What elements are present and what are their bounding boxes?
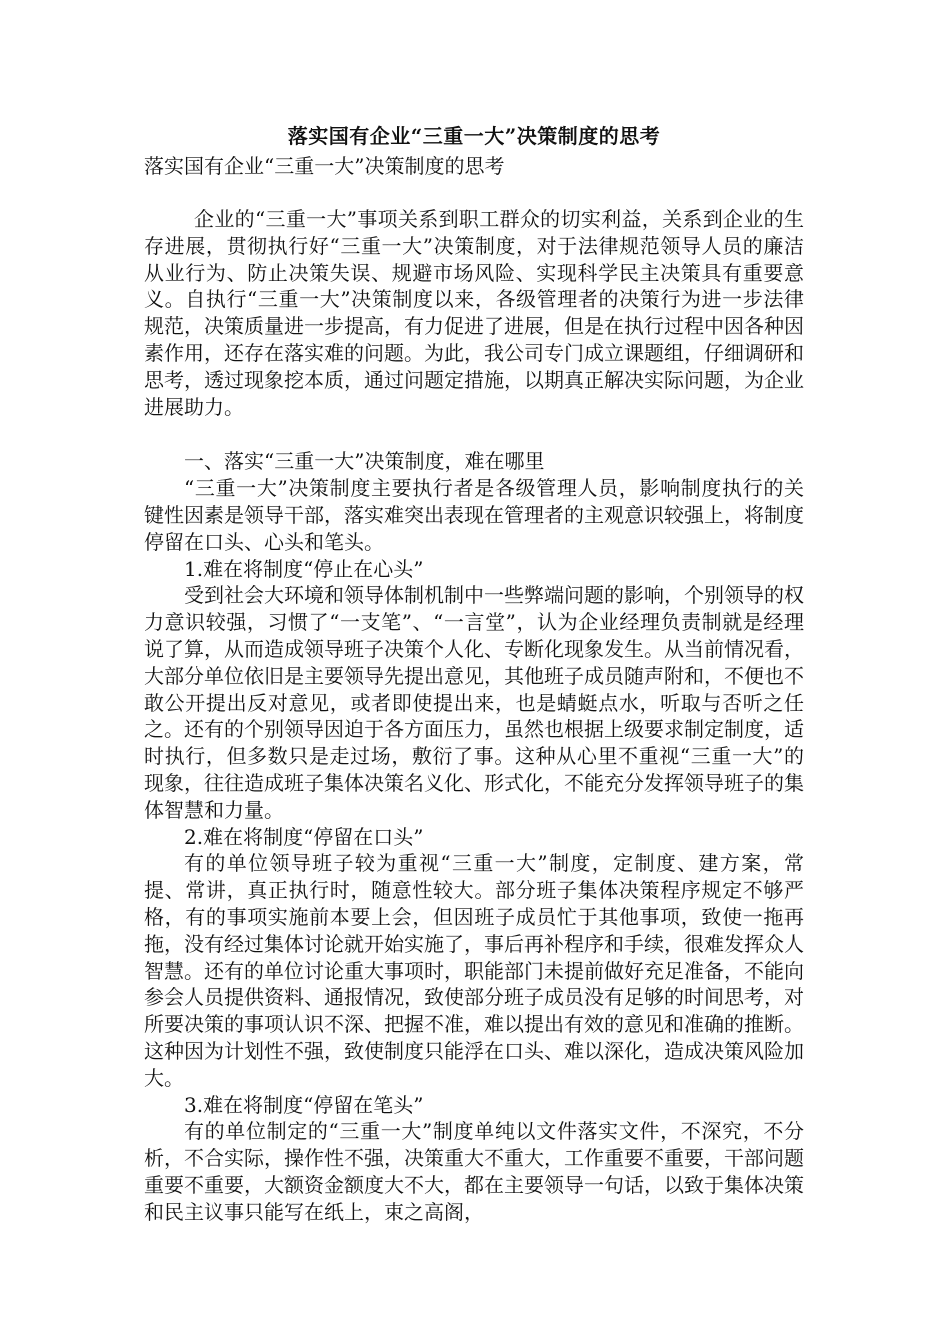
document-subtitle: 落实国有企业“三重一大”决策制度的思考 xyxy=(144,154,505,178)
point-heading: 3.难在将制度“停留在笔头” xyxy=(184,1092,424,1117)
point-heading: 1.难在将制度“停止在心头” xyxy=(184,556,424,581)
section-intro-paragraph: “三重一大”决策制度主要执行者是各级管理人员，影响制度执行的关键性因素是领导干部，落实难突出表现在管理者的主观意识较强上，将制度停留在口头、心头和笔头。 xyxy=(144,476,804,554)
intro-paragraph: 企业的“三重一大”事项关系到职工群众的切实利益，关系到企业的生存进展，贯彻执行好“三重一大”决策制度，对于法律规范领导人员的廉洁从业行为、防止决策失误、规避市场风险、实现科学民主决策具有重要意义。自执行“三重一大”决策制度以来，各级管理者的决策行为进一步法律规范，决策质量进一步提高，有力促进了进展，但是在执行过程中因各种因素作用，还存在落实难的问题。为此，我公司专门成立课题组，仔细调研和思考，透过现象挖本质，通过问题定措施，以期真正解决实际问题，为企业进展助力。 xyxy=(144,207,804,419)
point-paragraph: 有的单位领导班子较为重视“三重一大”制度，定制度、建方案，常提、常讲，真正执行时，随意性较大。部分班子集体决策程序规定不够严格，有的事项实施前本要上会，但因班子成员忙于其他事项，致使一拖再拖，没有经过集体讨论就开始实施了，事后再补程序和手续，很难发挥众人智慧。还有的单位讨论重大事项时，职能部门未提前做好充足准备，不能向参会人员提供资料、通报情况，致使部分班子成员没有足够的时间思考，对所要决策的事项认识不深、把握不准，难以提出有效的意见和准确的推断。这种因为计划性不强，致使制度只能浮在口头、难以深化，造成决策风险加大。 xyxy=(144,851,804,1090)
document-title: 落实国有企业“三重一大”决策制度的思考 xyxy=(287,124,661,148)
document-body xyxy=(144,122,804,1225)
point-paragraph: 受到社会大环境和领导体制机制中一些弊端问题的影响，个别领导的权力意识较强，习惯了“一支笔”、“一言堂”，认为企业经理负责制就是经理说了算，从而造成领导班子决策个人化、专断化现象发生。从当前情况看，大部分单位依旧是主要领导先提出意见，其他班子成员随声附和，不便也不敢公开提出反对意见，或者即使提出来，也是蜻蜓点水，听取与否听之任之。还有的个别领导因迫于各方面压力，虽然也根据上级要求制定制度，适时执行，但多数只是走过场，敷衍了事。这种从心里不重视“三重一大”的现象，往往造成班子集体决策名义化、形式化，不能充分发挥领导班子的集体智慧和力量。 xyxy=(144,583,804,822)
section-heading: 一、落实“三重一大”决策制度，难在哪里 xyxy=(184,449,545,474)
point-heading: 2.难在将制度“停留在口头” xyxy=(184,824,424,849)
point-paragraph: 有的单位制定的“三重一大”制度单纯以文件落实文件，不深究，不分析，不合实际，操作性不强，决策重大不重大，工作重要不重要，干部问题重要不重要，大额资金额度大不大，都在主要领导一句话，以致于集体决策和民主议事只能写在纸上，束之高阁， xyxy=(144,1119,804,1224)
